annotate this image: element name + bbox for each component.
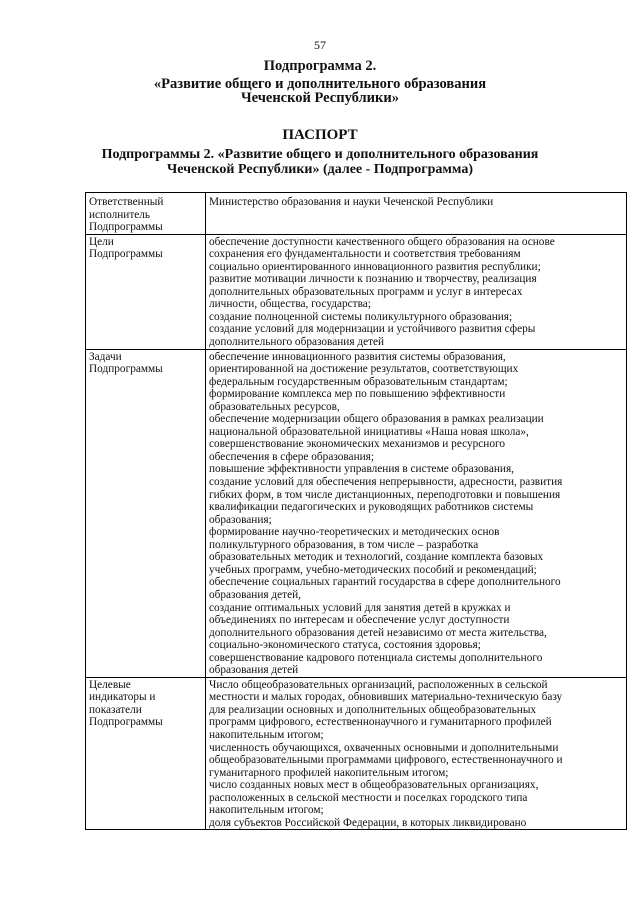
text-line: образования детей (209, 664, 299, 677)
label-line: показатели (89, 703, 142, 716)
subprogram-title-line: Чеченской Республики» (241, 90, 399, 106)
passport-heading: ПАСПОРТ (282, 127, 358, 143)
indicators-label (86, 677, 206, 830)
text-line: программ цифрового, естественнонаучного и гуманитарного профилей (209, 716, 552, 729)
text-line: обеспечения в сфере образования; (209, 450, 375, 463)
text-line: совершенствование экономических механизмов и ресурсного (209, 438, 505, 451)
responsible-value: Министерство образования и науки Чеченской Республики (206, 193, 627, 235)
label-line: индикаторы и (89, 691, 156, 704)
tasks-label (86, 349, 206, 677)
passport-title (0, 148, 640, 177)
text-line: доля субъектов Российской Федерации, в которых ликвидировано (209, 816, 527, 829)
text-line: число созданных новых мест в общеобразовательных организациях, (209, 779, 539, 792)
text-line: создание условий для модернизации и устойчивого развития сферы (209, 323, 536, 336)
text-line: обеспечение доступности качественного общего образования на основе (209, 235, 555, 248)
label-line: Цели (89, 235, 114, 248)
label-line: исполнитель (89, 208, 151, 221)
passport-title-line: Чеченской Республики» (далее - Подпрограмма) (166, 161, 474, 177)
text-line: учебных программ, учебно-методических пособий и рекомендаций; (209, 563, 537, 576)
text-line: гуманитарного профилей накопительным итогом; (209, 766, 449, 779)
text-line: совершенствование кадрового потенциала системы дополнительного (209, 651, 543, 664)
text-line: формирование научно-теоретических и методических основ (209, 526, 500, 539)
text-line: численность обучающихся, охваченных основными и дополнительными (209, 741, 559, 754)
text-line: национальной образовательной инициативы «Наша новая школа», (209, 425, 529, 438)
text-line: повышение эффективности управления в системе образования, (209, 463, 514, 476)
label-line: Целевые (89, 678, 131, 691)
page-number: 57 (314, 38, 326, 52)
text-line: социально ориентированного инновационного развития республики; (209, 260, 541, 273)
goals-label (86, 234, 206, 349)
text-line: для реализации основных и дополнительных общеобразовательных (209, 703, 537, 716)
passport-table (85, 192, 627, 830)
text-line: образования детей, (209, 588, 301, 601)
subprogram-title (0, 77, 640, 105)
text-line: создание полноценной системы поликультурного образования; (209, 310, 513, 323)
text-line: формирование комплекса мер по повышению эффективности (209, 388, 506, 401)
text-line: накопительным итогом; (209, 728, 324, 741)
text-line: образования; (209, 513, 272, 526)
table-row-indicators (86, 677, 627, 830)
label-line: Подпрограммы (89, 716, 163, 729)
text-line: федеральным государственным образовательным стандартам; (209, 375, 508, 388)
label-line: Подпрограммы (89, 221, 163, 234)
text-line: дополнительного образования детей независимо от места жительства, (209, 626, 547, 639)
text-line: сохранения его фундаментальности и соответствия требованиям (209, 248, 521, 261)
text-line: обеспечение модернизации общего образования в рамках реализации (209, 413, 544, 426)
text-line: квалификации педагогических и руководящих работников системы (209, 501, 534, 514)
text-line: объединениях по интересам и обеспечение услуг доступности (209, 614, 510, 627)
table-row-tasks (86, 349, 627, 677)
text-line: расположенных в сельской местности и поселках городского типа (209, 791, 528, 804)
text-line: личности, общества, государства; (209, 298, 371, 311)
tasks-value (206, 349, 627, 677)
label-line: Подпрограммы (89, 248, 163, 261)
text-line: ориентированной на достижение результатов, соответствующих (209, 363, 519, 376)
text-line: дополнительного образования детей (209, 336, 385, 349)
table-row-responsible (86, 193, 627, 235)
goals-value (206, 234, 627, 349)
text-line: образовательных методик и технологий, создание комплекта базовых (209, 551, 544, 564)
indicators-value (206, 677, 627, 830)
text-line: накопительным итогом; (209, 804, 324, 817)
subprogram-heading: Подпрограмма 2. (263, 58, 377, 74)
text-line: социально-экономического статуса, состояния здоровья; (209, 639, 481, 652)
passport-title-line: Подпрограммы 2. «Развитие общего и дополнительного образования (101, 147, 539, 162)
text-line: поликультурного образования, в том числе – разработка (209, 538, 479, 551)
responsible-label (86, 193, 206, 235)
label-line: Подпрограммы (89, 363, 163, 376)
text-line: общеобразовательными программами цифрового, естественнонаучного и (209, 754, 563, 767)
text-line: гибких форм, в том числе дистанционных, переподготовки и повышения (209, 488, 561, 501)
text-line: местности и малых городах, обновивших материально-техническую базу (209, 691, 563, 704)
text-line: Число общеобразовательных организаций, расположенных в сельской (209, 678, 548, 691)
subprogram-title-line: «Развитие общего и дополнительного образования (153, 76, 487, 92)
text-line: создание оптимальных условий для занятия детей в кружках и (209, 601, 511, 614)
text-line: обеспечение инновационного развития системы образования, (209, 350, 506, 363)
text-line: дополнительных образовательных программ и услуг в интересах (209, 285, 523, 298)
table-row-goals (86, 234, 627, 349)
label-line: Ответственный (89, 196, 164, 208)
text-line: образовательных ресурсов, (209, 400, 340, 413)
text-line: создание условий для обеспечения непрерывности, адресности, развития (209, 476, 563, 489)
text-line: обеспечение социальных гарантий государства в сфере дополнительного (209, 576, 561, 589)
text-line: развитие мотивации личности к познанию и творчеству, реализация (209, 273, 537, 286)
label-line: Задачи (89, 350, 122, 363)
